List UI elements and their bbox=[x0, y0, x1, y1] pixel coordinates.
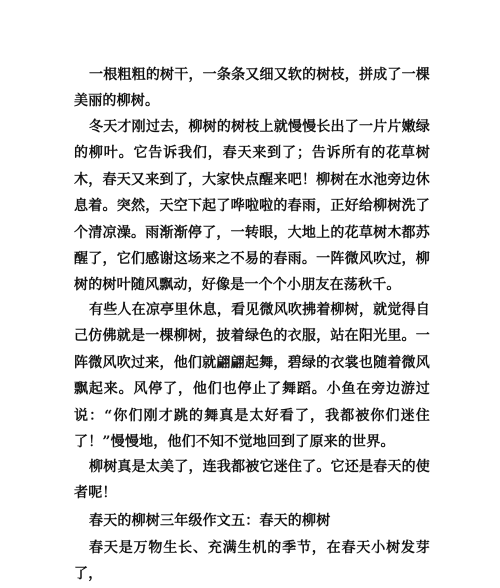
paragraph-4: 柳树真是太美了，连我都被它迷住了。它还是春天的使者呢！ bbox=[74, 459, 430, 502]
paragraph-5: 春天是万物生长、充满生机的季节，在春天小树发芽了， bbox=[74, 540, 430, 583]
paragraph-3: 有些人在凉亭里休息，看见微风吹拂着柳树，就觉得自己仿佛就是一棵柳树，披着绿色的衣服，站在阳光里。一阵微风吹过来，他们就翩翩起舞，碧绿的衣裳也随着微风飘起来。风停了，他们也停止了舞蹈。小鱼在旁边游过说：“你们刚才跳的舞真是太好看了，我都被你们迷住了！”慢慢地，他们不知不觉地回到了原来的世界。 bbox=[74, 302, 430, 451]
paragraph-2: 冬天才刚过去，柳树的树枝上就慢慢长出了一片片嫩绿的柳叶。它告诉我们，春天来到了；告诉所有的花草树木，春天又来到了，大家快点醒来吧！柳树在水池旁边休息着。突然，天空下起了哗啦啦的春雨，正好给柳树洗了个清凉澡。雨渐渐停了，一转眼，大地上的花草树木都苏醒了，它们感谢这场来之不易的春雨。一阵微风吹过，柳树的树叶随风飘动，好像是一个个小朋友在荡秋千。 bbox=[74, 119, 430, 294]
paragraph-1: 一根粗粗的树干，一条条又细又软的树枝，拼成了一棵美丽的柳树。 bbox=[74, 67, 430, 110]
section-heading: 春天的柳树三年级作文五：春天的柳树 bbox=[89, 513, 331, 529]
